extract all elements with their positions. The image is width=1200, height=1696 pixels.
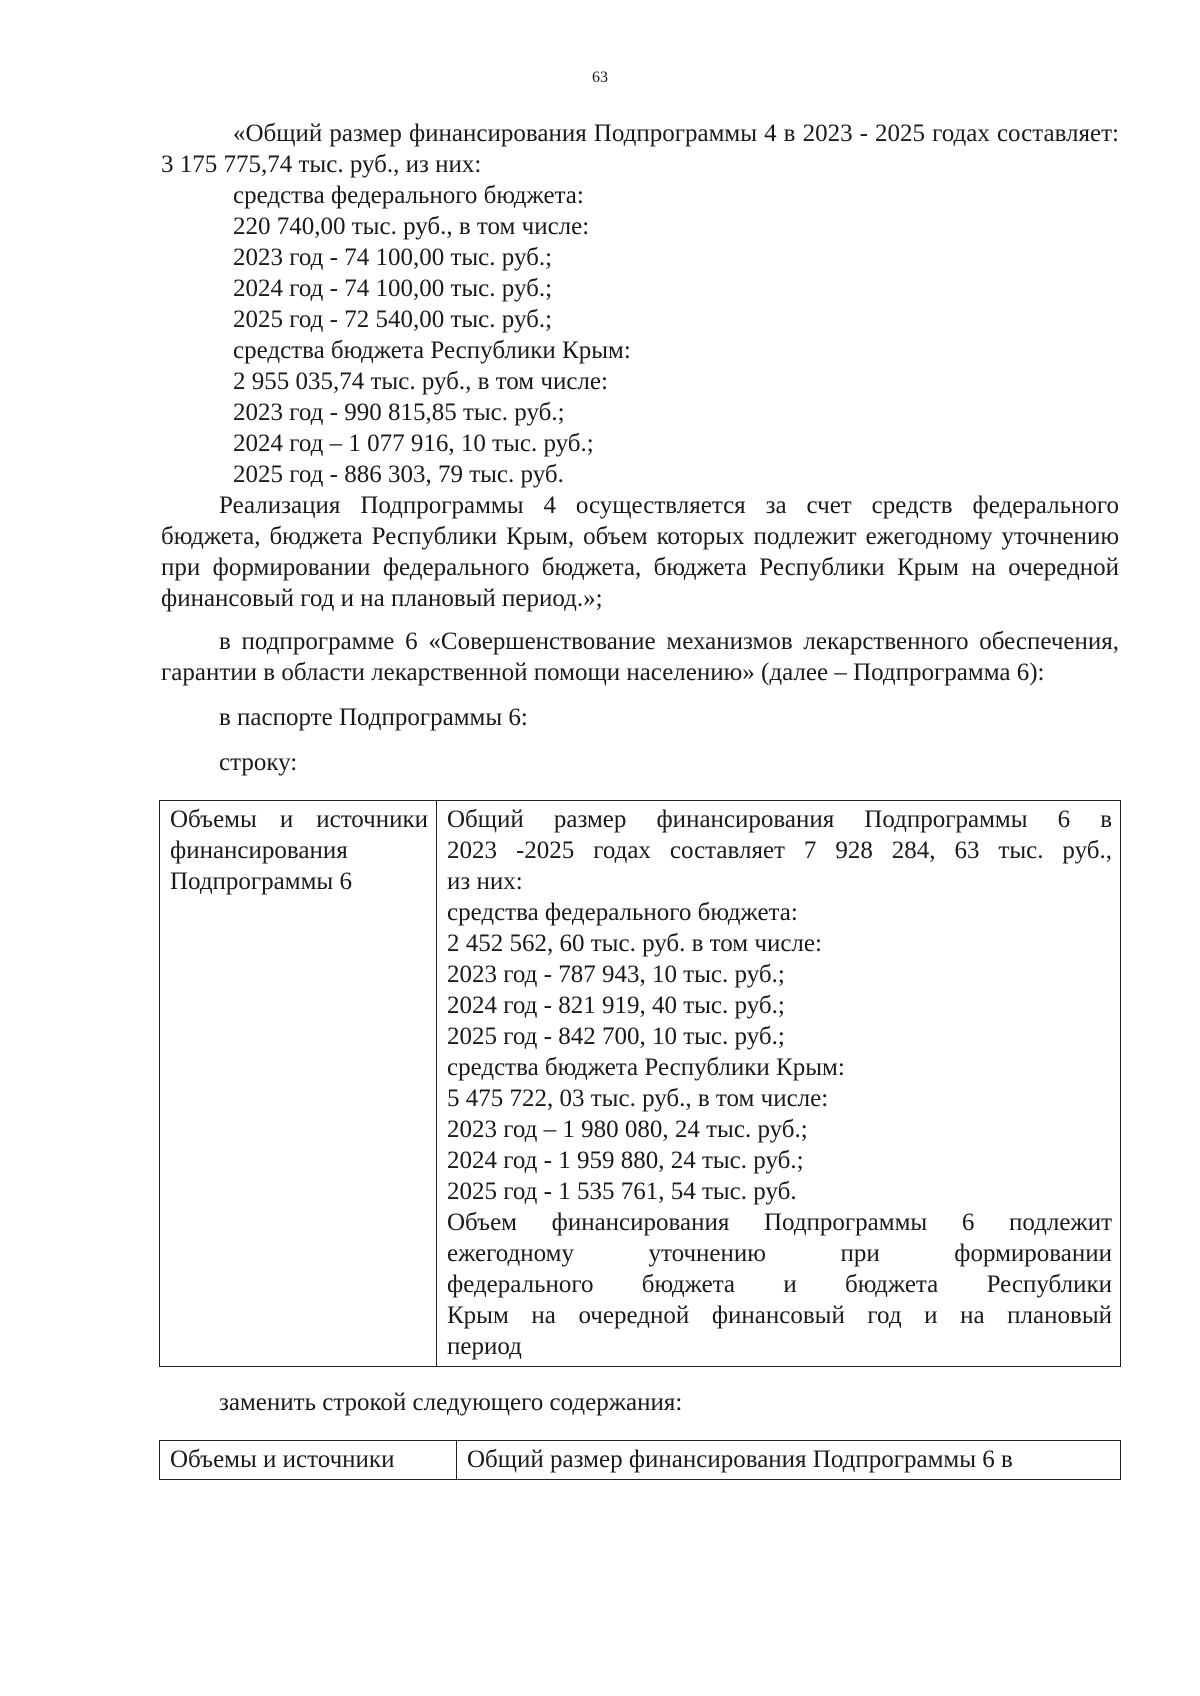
content-line: Объем финансирования Подпрограммы 6 подлежит [447,1209,1112,1236]
content-line: 2023 год – 1 980 080, 24 тыс. руб.; [447,1116,808,1143]
content-line: из них: [447,868,523,895]
label-line: Подпрограммы 6 [170,868,352,895]
table-cell-label [160,1441,457,1480]
funding-line: 2024 год - 74 100,00 тыс. руб.; [233,275,553,302]
funding-table-old [159,800,1121,1367]
funding-line: 2023 год - 74 100,00 тыс. руб.; [233,244,553,271]
table-row [160,801,1121,1367]
content-line: федерального бюджета и бюджета Республики [447,1271,1112,1298]
label-line: финансирования [170,837,348,864]
funding-line: 2025 год - 886 303, 79 тыс. руб. [233,461,564,488]
section2-subprogram: в подпрограмме 6 «Совершенствование механизмов лекарственного обеспечения, гарантии в области лекарственной помощи населению» (далее – Подпрограмма 6): [161,628,1119,686]
content-line: средства бюджета Республики Крым: [447,1054,845,1081]
content-line: период [447,1333,522,1360]
section2-passport: в паспорте Подпрограммы 6: [219,704,528,731]
funding-line: 2 955 035,74 тыс. руб., в том числе: [233,368,608,395]
funding-line: 220 740,00 тыс. руб., в том числе: [233,213,590,240]
replace-text: заменить строкой следующего содержания: [219,1389,683,1416]
content-line: 2025 год - 1 535 761, 54 тыс. руб. [447,1178,797,1205]
content-line: 2025 год - 842 700, 10 тыс. руб.; [447,1023,785,1050]
content-line: ежегодному уточнению при формировании [447,1240,1112,1267]
funding-line: 2025 год - 72 540,00 тыс. руб.; [233,306,553,333]
content-line: 2023 год - 787 943, 10 тыс. руб.; [447,961,785,988]
table-cell-content [437,801,1121,1367]
funding-line: 2024 год – 1 077 916, 10 тыс. руб.; [233,430,594,457]
label-line: Объемы и источники [170,1446,395,1473]
content-line: Крым на очередной финансовый год и на плановый [447,1302,1112,1329]
funding-line: средства бюджета Республики Крым: [233,337,631,364]
section1-funding-list [161,180,1119,490]
content-line: 2024 год - 821 919, 40 тыс. руб.; [447,992,785,1019]
content-line: 2023 -2025 годах составляет 7 928 284, 63 тыс. руб., [447,837,1112,864]
funding-line: 2023 год - 990 815,85 тыс. руб.; [233,399,565,426]
document-body [161,118,1119,1480]
section2-row-label: строку: [219,749,298,776]
content-line: Общий размер финансирования Подпрограммы 6 в [467,1446,1013,1473]
table-cell-label [160,801,437,1367]
content-line: 2024 год - 1 959 880, 24 тыс. руб.; [447,1147,804,1174]
content-line: 5 475 722, 03 тыс. руб., в том числе: [447,1085,829,1112]
content-line: Общий размер финансирования Подпрограммы 6 в [447,806,1112,833]
table-cell-content [457,1441,1121,1480]
table-row [160,1441,1121,1480]
funding-line: средства федерального бюджета: [233,182,584,209]
label-line: Объемы и источники [170,806,428,833]
funding-table-new [159,1440,1121,1480]
content-line: средства федерального бюджета: [447,899,798,926]
page-number: 63 [592,69,608,86]
section1-intro: «Общий размер финансирования Подпрограммы 4 в 2023 - 2025 годах составляет: 3 175 775,74 тыс. руб., из них: [161,120,1119,178]
content-line: 2 452 562, 60 тыс. руб. в том числе: [447,930,822,957]
section1-realization: Реализация Подпрограммы 4 осуществляется за счет средств федерального бюджета, бюджета Республики Крым, объем которых подлежит ежегодному уточнению при формировании федерального бюджета, бюджета Республики Крым на очередной финансовый год и на плановый период.»; [161,492,1119,612]
